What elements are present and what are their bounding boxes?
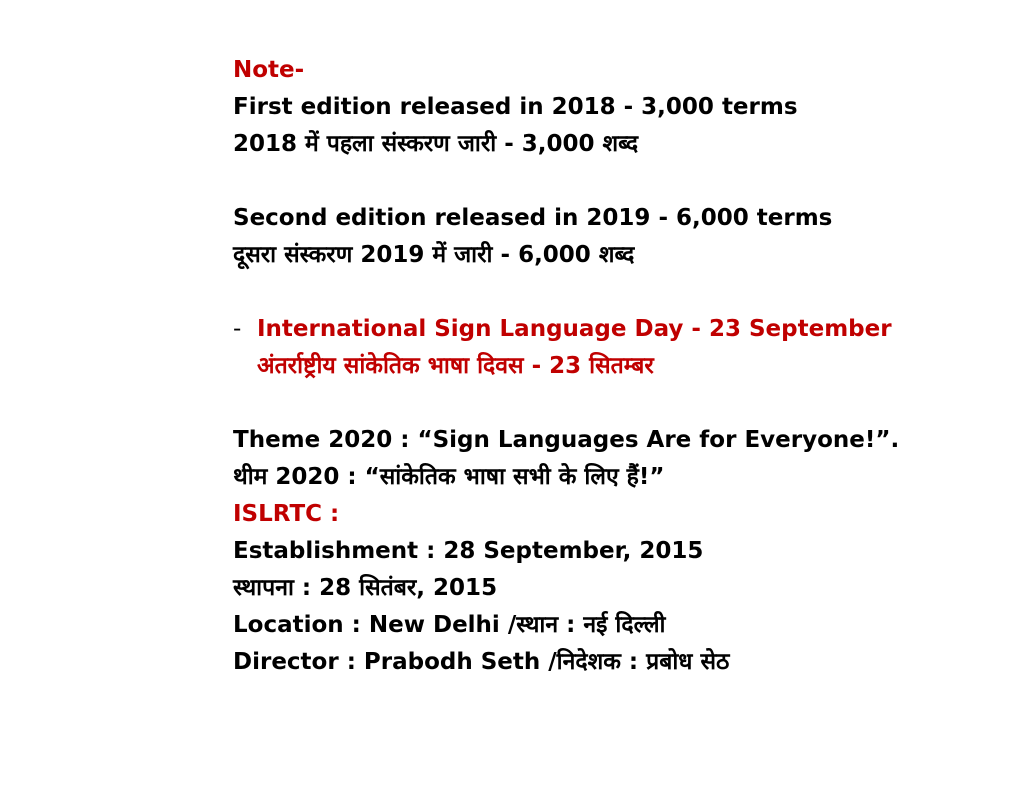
first-edition-hindi: 2018 में पहला संस्करण जारी - 3,000 शब्द bbox=[233, 131, 639, 157]
theme-english: Theme 2020 : “Sign Languages Are for Everyone!”. bbox=[233, 427, 900, 453]
second-edition-hindi: दूसरा संस्करण 2019 में जारी - 6,000 शब्द bbox=[233, 242, 635, 268]
islrtc-heading: ISLRTC : bbox=[233, 501, 340, 527]
establishment-hindi: स्थापना : 28 सितंबर, 2015 bbox=[233, 575, 498, 601]
director-line: Director : Prabodh Seth /निदेशक : प्रबोध सेठ bbox=[233, 649, 730, 675]
spacer bbox=[233, 163, 1003, 200]
note-heading: Note- bbox=[233, 57, 305, 83]
theme-hindi: थीम 2020 : “सांकेतिक भाषा सभी के लिए हैं!” bbox=[233, 464, 665, 490]
second-edition-english: Second edition released in 2019 - 6,000 terms bbox=[233, 205, 833, 231]
sign-language-day-english bbox=[233, 311, 1003, 348]
bullet-dash: - bbox=[233, 316, 242, 342]
sign-language-day-english-text: International Sign Language Day - 23 September bbox=[257, 316, 892, 342]
slide-content bbox=[233, 52, 1003, 681]
establishment-english: Establishment : 28 September, 2015 bbox=[233, 538, 704, 564]
sign-language-day-hindi: अंतर्राष्ट्रीय सांकेतिक भाषा दिवस - 23 सितम्बर bbox=[257, 353, 654, 379]
first-edition-english: First edition released in 2018 - 3,000 terms bbox=[233, 94, 798, 120]
spacer bbox=[233, 385, 1003, 422]
spacer bbox=[233, 274, 1003, 311]
location-line: Location : New Delhi /स्थान : नई दिल्ली bbox=[233, 612, 666, 638]
